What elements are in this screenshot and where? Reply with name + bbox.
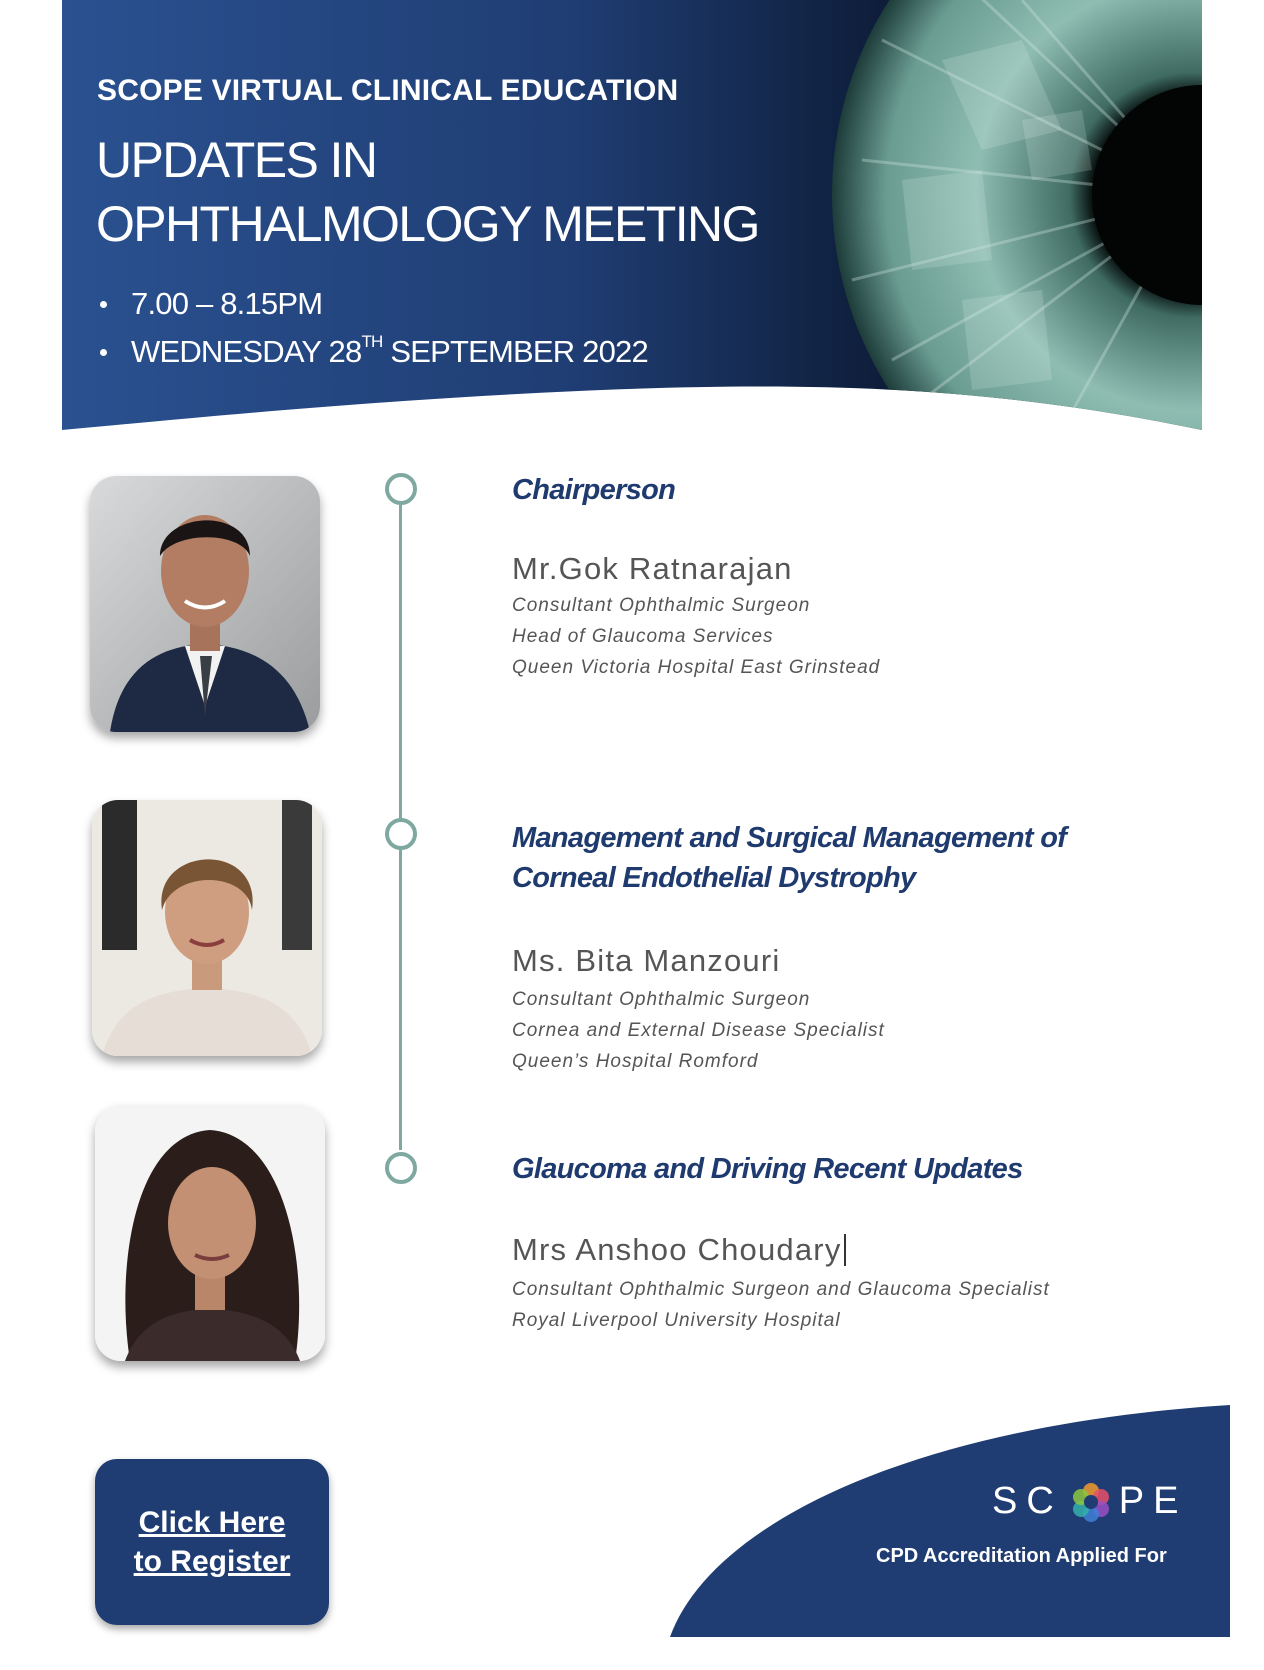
event-title-line-1: UPDATES IN xyxy=(96,132,377,188)
timeline-node xyxy=(385,818,417,850)
speaker-photo-2 xyxy=(92,800,322,1056)
female-portrait-icon xyxy=(95,1105,325,1361)
speaker-name-2: Ms. Bita Manzouri xyxy=(512,943,781,978)
speaker-role: Royal Liverpool University Hospital xyxy=(512,1310,841,1331)
scope-flower-icon xyxy=(1071,1482,1111,1522)
event-title-line-2: OPHTHALMOLOGY MEETING xyxy=(96,196,759,252)
bullet-icon xyxy=(100,349,107,356)
male-portrait-icon xyxy=(90,476,320,732)
bullet-icon xyxy=(100,301,107,308)
session-topic-2: Management and Surgical Management of Corneal Endothelial Dystrophy xyxy=(512,822,1067,894)
speaker-photo-1 xyxy=(90,476,320,732)
organizer-line: SCOPE VIRTUAL CLINICAL EDUCATION xyxy=(97,74,679,107)
register-label-line-2: to Register xyxy=(133,1545,291,1578)
logo-text-right: PE xyxy=(1118,1480,1188,1522)
speaker-roles-1 xyxy=(512,590,880,683)
session-topic-3: Glaucoma and Driving Recent Updates xyxy=(512,1153,1023,1185)
speaker-role: Cornea and External Disease Specialist xyxy=(512,1020,885,1041)
speaker-role: Consultant Ophthalmic Surgeon xyxy=(512,989,811,1010)
register-button[interactable] xyxy=(95,1459,329,1625)
session-topic-1: Chairperson xyxy=(512,474,676,506)
speaker-photo-3 xyxy=(95,1105,325,1361)
event-date-text: WEDNESDAY 28TH SEPTEMBER 2022 xyxy=(131,332,648,369)
speaker-roles-2 xyxy=(512,984,885,1077)
event-time xyxy=(100,286,322,322)
logo-text-left: SC xyxy=(992,1480,1063,1522)
timeline-node xyxy=(385,1152,417,1184)
female-portrait-icon xyxy=(92,800,322,1056)
speaker-role: Queen’s Hospital Romford xyxy=(512,1051,759,1072)
scope-logo xyxy=(992,1480,1188,1523)
event-time-text: 7.00 – 8.15PM xyxy=(131,286,323,321)
speaker-role: Head of Glaucoma Services xyxy=(512,626,774,647)
header-banner xyxy=(62,0,1202,440)
cpd-accreditation-note: CPD Accreditation Applied For xyxy=(876,1545,1167,1567)
text-cursor xyxy=(844,1234,846,1266)
register-label-line-1: Click Here xyxy=(138,1506,286,1539)
event-date xyxy=(100,334,648,370)
speaker-roles-3 xyxy=(512,1274,1050,1336)
speaker-role: Queen Victoria Hospital East Grinstead xyxy=(512,657,881,678)
timeline-node xyxy=(385,473,417,505)
speaker-name-3: Mrs Anshoo Choudary xyxy=(512,1232,846,1268)
speaker-role: Consultant Ophthalmic Surgeon xyxy=(512,595,811,616)
speaker-role: Consultant Ophthalmic Surgeon and Glaucoma Specialist xyxy=(512,1279,1050,1300)
speaker-name-1: Mr.Gok Ratnarajan xyxy=(512,551,793,586)
